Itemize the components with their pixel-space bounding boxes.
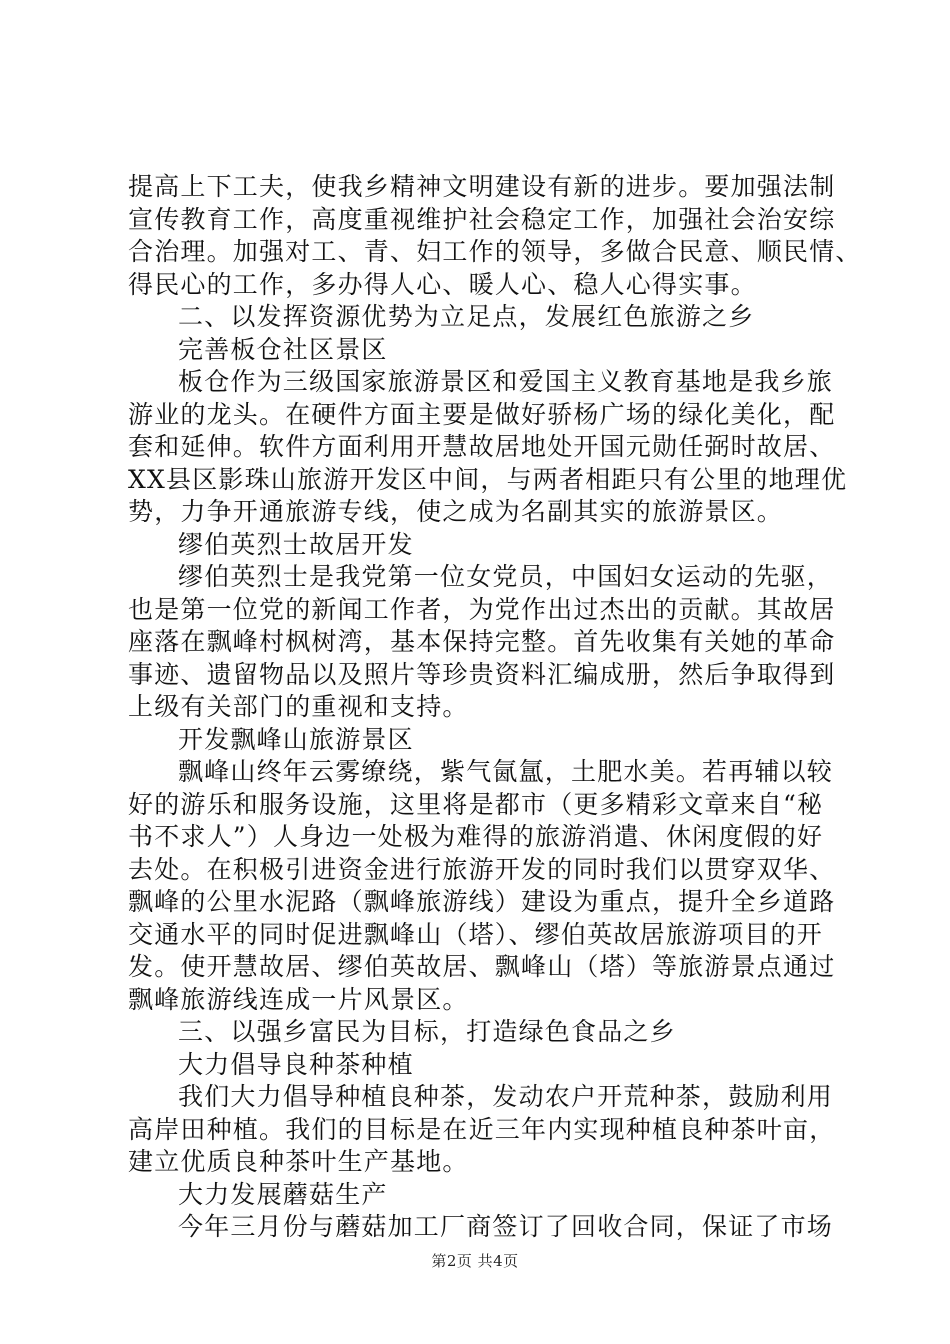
- document-body: [128, 171, 862, 1244]
- text-line: 建立优质良种茶叶生产基地。: [128, 1147, 469, 1176]
- text-line: 套和延伸。软件方面利用开慧故居地处开国元勋任弼时故居、: [128, 432, 836, 461]
- text-line: 座落在飘峰村枫树湾，基本保持完整。首先收集有关她的革命: [128, 627, 836, 656]
- text-line: 飘峰旅游线连成一片风景区。: [128, 984, 469, 1014]
- text-line: 交通水平的同时促进飘峰山（塔）、缪伯英故居旅游项目的开: [128, 919, 823, 949]
- text-line: 合治理。加强对工、青、妇工作的领导，多做合民意、顺民情、: [128, 237, 862, 266]
- text-line: 飘峰的公里水泥路（飘峰旅游线）建设为重点，提升全乡道路: [128, 887, 836, 916]
- text-line: 宣传教育工作，高度重视维护社会稳定工作，加强社会治安综: [128, 204, 836, 234]
- text-line: 完善板仓社区景区: [178, 334, 388, 364]
- text-line: 游业的龙头。在硬件方面主要是做好骄杨广场的绿化美化，配: [128, 399, 836, 429]
- page-footer: 第2页 共4页: [431, 1252, 519, 1270]
- text-line: 发。使开慧故居、缪伯英故居、飘峰山（塔）等旅游景点通过: [128, 952, 836, 981]
- text-line: 二、以发挥资源优势为立足点，发展红色旅游之乡: [178, 302, 755, 331]
- text-line: 书不求人”）人身边一处极为难得的旅游消遣、休闲度假的好: [128, 822, 824, 851]
- text-line: 大力倡导良种茶种植: [178, 1049, 414, 1079]
- text-line: 势，力争开通旅游专线，使之成为名副其实的旅游景区。: [128, 497, 784, 526]
- text-line: 事迹、遗留物品以及照片等珍贵资料汇编成册，然后争取得到: [128, 659, 836, 689]
- text-line: 板仓作为三级国家旅游景区和爱国主义教育基地是我乡旅: [178, 367, 834, 396]
- text-line: 得民心的工作，多办得人心、暖人心、稳人心得实事。: [128, 269, 757, 299]
- text-line: 大力发展蘑菇生产: [178, 1179, 388, 1209]
- text-line: 缪伯英烈士故居开发: [178, 529, 414, 559]
- text-line: 今年三月份与蘑菇加工厂商签订了回收合同，保证了市场: [178, 1212, 834, 1241]
- text-line: 缪伯英烈士是我党第一位女党员，中国妇女运动的先驱，: [178, 562, 834, 591]
- text-line: 提高上下工夫，使我乡精神文明建设有新的进步。要加强法制: [128, 172, 836, 201]
- text-line: 高岸田种植。我们的目标是在近三年内实现种植良种茶叶亩，: [128, 1114, 836, 1144]
- text-line: 去处。在积极引进资金进行旅游开发的同时我们以贯穿双华、: [128, 854, 836, 884]
- text-line: 开发飘峰山旅游景区: [178, 724, 414, 754]
- text-line: 好的游乐和服务设施，这里将是都市（更多精彩文章来自“秘: [128, 789, 824, 819]
- text-line: 飘峰山终年云雾缭绕，紫气氤氲，土肥水美。若再辅以较: [178, 757, 834, 786]
- text-line: 我们大力倡导种植良种茶，发动农户开荒种茶，鼓励利用: [178, 1082, 834, 1111]
- text-line: 也是第一位党的新闻工作者，为党作出过杰出的贡献。其故居: [128, 594, 836, 624]
- text-line: XX县区影珠山旅游开发区中间，与两者相距只有公里的地理优: [128, 464, 848, 494]
- text-line: 上级有关部门的重视和支持。: [128, 692, 469, 721]
- text-line: 三、以强乡富民为目标，打造绿色食品之乡: [178, 1017, 676, 1046]
